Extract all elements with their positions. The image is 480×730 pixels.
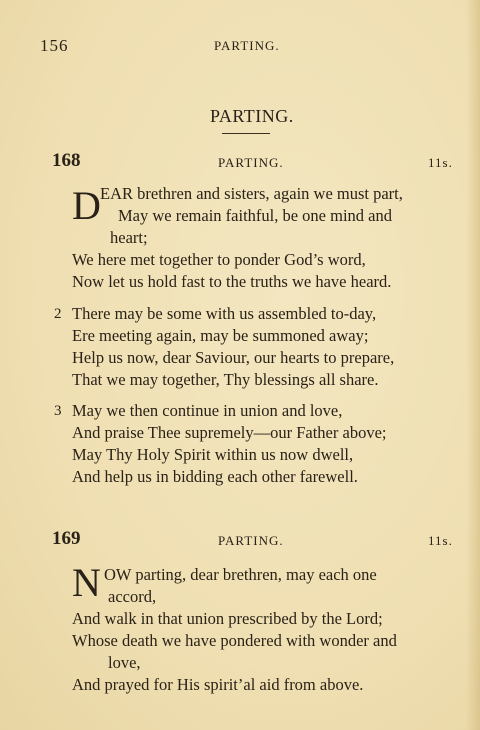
verse-number: 3 xyxy=(54,403,62,419)
hymn-meter: 11s. xyxy=(428,155,453,170)
verse-line: Help us now, dear Saviour, our hearts to prepare, xyxy=(72,348,395,367)
verse-line: Whose death we have pondered with wonder and xyxy=(72,631,397,650)
verse-line: Now let us hold fast to the truths we have heard. xyxy=(72,272,392,291)
verse-line: accord, xyxy=(108,587,157,606)
hymn-meter: 11s. xyxy=(428,533,453,548)
page-edge xyxy=(466,0,480,730)
verse-line: Ere meeting again, may be summoned away; xyxy=(72,326,369,345)
hymn-heading: PARTING. xyxy=(218,533,284,548)
section-title: PARTING. xyxy=(210,106,294,126)
drop-cap: D xyxy=(72,183,101,228)
verse-line: And praise Thee supremely—our Father above; xyxy=(72,423,387,442)
verse-line: And help us in bidding each other farewell. xyxy=(72,467,358,486)
verse-line: EAR brethren and sisters, again we must part, xyxy=(100,184,403,203)
hymn-heading: PARTING. xyxy=(218,155,284,170)
verse-line: May we remain faithful, be one mind and xyxy=(118,206,392,225)
verse-number: 2 xyxy=(54,306,62,322)
running-head: PARTING. xyxy=(214,38,280,53)
verse-line: We here met together to ponder God’s word, xyxy=(72,250,366,269)
verse-line: And prayed for His spirit’al aid from above. xyxy=(72,675,364,694)
title-rule xyxy=(222,133,270,134)
hymn-number: 168 xyxy=(52,150,81,171)
verse-line: OW parting, dear brethren, may each one xyxy=(104,565,377,584)
verse-line: That we may together, Thy blessings all share. xyxy=(72,370,379,389)
hymn-number: 169 xyxy=(52,528,81,549)
page-number: 156 xyxy=(40,36,69,55)
verse-line: May Thy Holy Spirit within us now dwell, xyxy=(72,445,354,464)
verse-line: May we then continue in union and love, xyxy=(72,401,343,420)
verse-line: And walk in that union prescribed by the Lord; xyxy=(72,609,383,628)
verse-line: heart; xyxy=(110,228,148,247)
drop-cap: N xyxy=(72,560,101,605)
verse-line: There may be some with us assembled to-day, xyxy=(72,304,377,323)
verse-line: love, xyxy=(108,653,141,672)
